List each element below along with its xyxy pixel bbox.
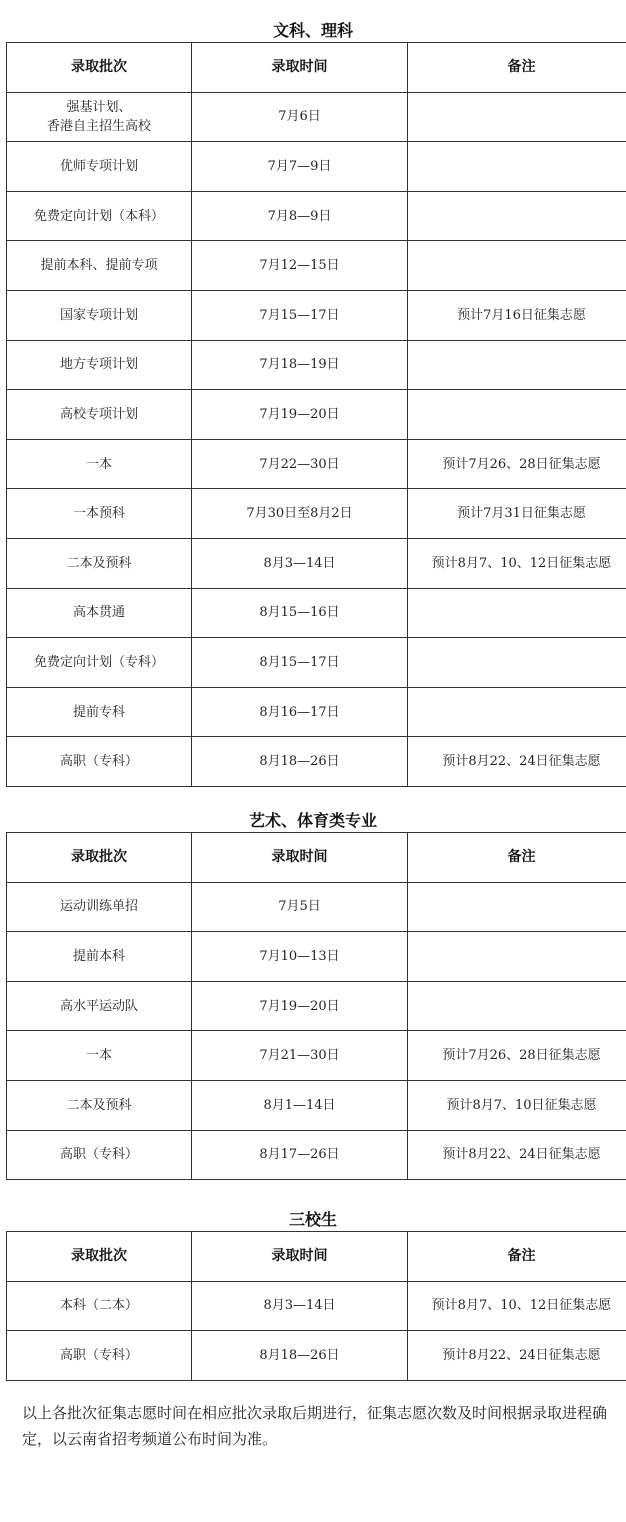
cell-batch: 强基计划、 香港自主招生高校 (7, 92, 192, 142)
cell-batch: 提前专科 (7, 687, 192, 737)
cell-time: 7月12—15日 (192, 241, 408, 291)
header-time: 录取时间 (192, 833, 408, 883)
cell-time: 8月18—26日 (192, 1331, 408, 1381)
header-time: 录取时间 (192, 43, 408, 93)
cell-time: 8月3—14日 (192, 538, 408, 588)
cell-time: 7月7—9日 (192, 142, 408, 192)
cell-batch: 提前本科 (7, 932, 192, 982)
cell-batch: 高校专项计划 (7, 390, 192, 440)
table-row (7, 340, 626, 390)
table-row (7, 489, 626, 539)
cell-note: 预计7月16日征集志愿 (408, 290, 626, 340)
cell-note (408, 882, 626, 932)
cell-note: 预计8月7、10日征集志愿 (408, 1080, 626, 1130)
cell-time: 7月22—30日 (192, 439, 408, 489)
cell-batch: 一本 (7, 439, 192, 489)
section-title-sanxiaosheng: 三校生 (288, 1210, 337, 1229)
table-row (7, 1281, 626, 1331)
cell-batch: 高职（专科） (7, 1130, 192, 1180)
cell-batch: 高本贯通 (7, 588, 192, 638)
cell-note (408, 191, 626, 241)
cell-batch: 一本预科 (7, 489, 192, 539)
cell-note: 预计7月26、28日征集志愿 (408, 1031, 626, 1081)
cell-note (408, 638, 626, 688)
header-note: 备注 (408, 833, 626, 883)
cell-time: 8月1—14日 (192, 1080, 408, 1130)
schedule-table-sanxiaosheng (6, 1231, 626, 1381)
table-header-row (7, 43, 626, 93)
table-row (7, 1031, 626, 1081)
cell-time: 7月10—13日 (192, 932, 408, 982)
cell-note (408, 588, 626, 638)
cell-batch: 国家专项计划 (7, 290, 192, 340)
table-row (7, 1080, 626, 1130)
cell-note (408, 932, 626, 982)
table-row (7, 588, 626, 638)
table-row (7, 142, 626, 192)
cell-note (408, 687, 626, 737)
cell-note: 预计8月22、24日征集志愿 (408, 1331, 626, 1381)
cell-time: 7月19—20日 (192, 390, 408, 440)
table-row (7, 981, 626, 1031)
cell-time: 7月15—17日 (192, 290, 408, 340)
cell-batch: 一本 (7, 1031, 192, 1081)
cell-note (408, 981, 626, 1031)
table-row (7, 290, 626, 340)
cell-time: 7月8—9日 (192, 191, 408, 241)
table-row (7, 932, 626, 982)
cell-time: 8月16—17日 (192, 687, 408, 737)
cell-note: 预计8月22、24日征集志愿 (408, 1130, 626, 1180)
cell-time: 7月5日 (192, 882, 408, 932)
cell-note: 预计8月7、10、12日征集志愿 (408, 538, 626, 588)
header-note: 备注 (408, 43, 626, 93)
cell-note (408, 241, 626, 291)
table-row (7, 241, 626, 291)
cell-time: 8月18—26日 (192, 737, 408, 787)
cell-batch: 本科（二本） (7, 1281, 192, 1331)
section-title-art-sports: 艺术、体育类专业 (248, 811, 377, 830)
cell-batch: 高职（专科） (7, 1331, 192, 1381)
cell-time: 8月3—14日 (192, 1281, 408, 1331)
cell-batch: 运动训练单招 (7, 882, 192, 932)
table-header-row (7, 1232, 626, 1282)
cell-time: 7月21—30日 (192, 1031, 408, 1081)
cell-batch: 免费定向计划（本科） (7, 191, 192, 241)
cell-time: 8月17—26日 (192, 1130, 408, 1180)
table-row (7, 1331, 626, 1381)
cell-batch: 地方专项计划 (7, 340, 192, 390)
cell-batch: 二本及预科 (7, 1080, 192, 1130)
schedule-table-wenli (6, 42, 626, 787)
table-row (7, 638, 626, 688)
cell-time: 8月15—16日 (192, 588, 408, 638)
table-row (7, 390, 626, 440)
cell-note (408, 142, 626, 192)
cell-batch: 优师专项计划 (7, 142, 192, 192)
cell-batch: 二本及预科 (7, 538, 192, 588)
header-note: 备注 (408, 1232, 626, 1282)
section-title-wenli: 文科、理科 (272, 21, 353, 40)
footnote-text: 以上各批次征集志愿时间在相应批次录取后期进行，征集志愿次数及时间根据录取进程确定，以云南省招考频道公布时间为准。 (22, 1404, 608, 1448)
cell-time: 7月18—19日 (192, 340, 408, 390)
cell-note: 预计8月22、24日征集志愿 (408, 737, 626, 787)
table-row (7, 1130, 626, 1180)
header-batch: 录取批次 (7, 833, 192, 883)
cell-batch: 高水平运动队 (7, 981, 192, 1031)
table-row (7, 737, 626, 787)
table-row (7, 191, 626, 241)
table-row (7, 687, 626, 737)
cell-time: 7月30日至8月2日 (192, 489, 408, 539)
cell-note (408, 92, 626, 142)
table-row (7, 439, 626, 489)
cell-batch: 提前本科、提前专项 (7, 241, 192, 291)
table-header-row (7, 833, 626, 883)
cell-time: 7月19—20日 (192, 981, 408, 1031)
table-row (7, 882, 626, 932)
table-row (7, 92, 626, 142)
cell-batch: 免费定向计划（专科） (7, 638, 192, 688)
cell-batch: 高职（专科） (7, 737, 192, 787)
cell-note (408, 340, 626, 390)
cell-note: 预计8月7、10、12日征集志愿 (408, 1281, 626, 1331)
cell-note (408, 390, 626, 440)
cell-time: 7月6日 (192, 92, 408, 142)
header-batch: 录取批次 (7, 43, 192, 93)
cell-time: 8月15—17日 (192, 638, 408, 688)
header-time: 录取时间 (192, 1232, 408, 1282)
cell-note: 预计7月31日征集志愿 (408, 489, 626, 539)
table-row (7, 538, 626, 588)
cell-note: 预计7月26、28日征集志愿 (408, 439, 626, 489)
header-batch: 录取批次 (7, 1232, 192, 1282)
schedule-table-art-sports (6, 832, 626, 1180)
